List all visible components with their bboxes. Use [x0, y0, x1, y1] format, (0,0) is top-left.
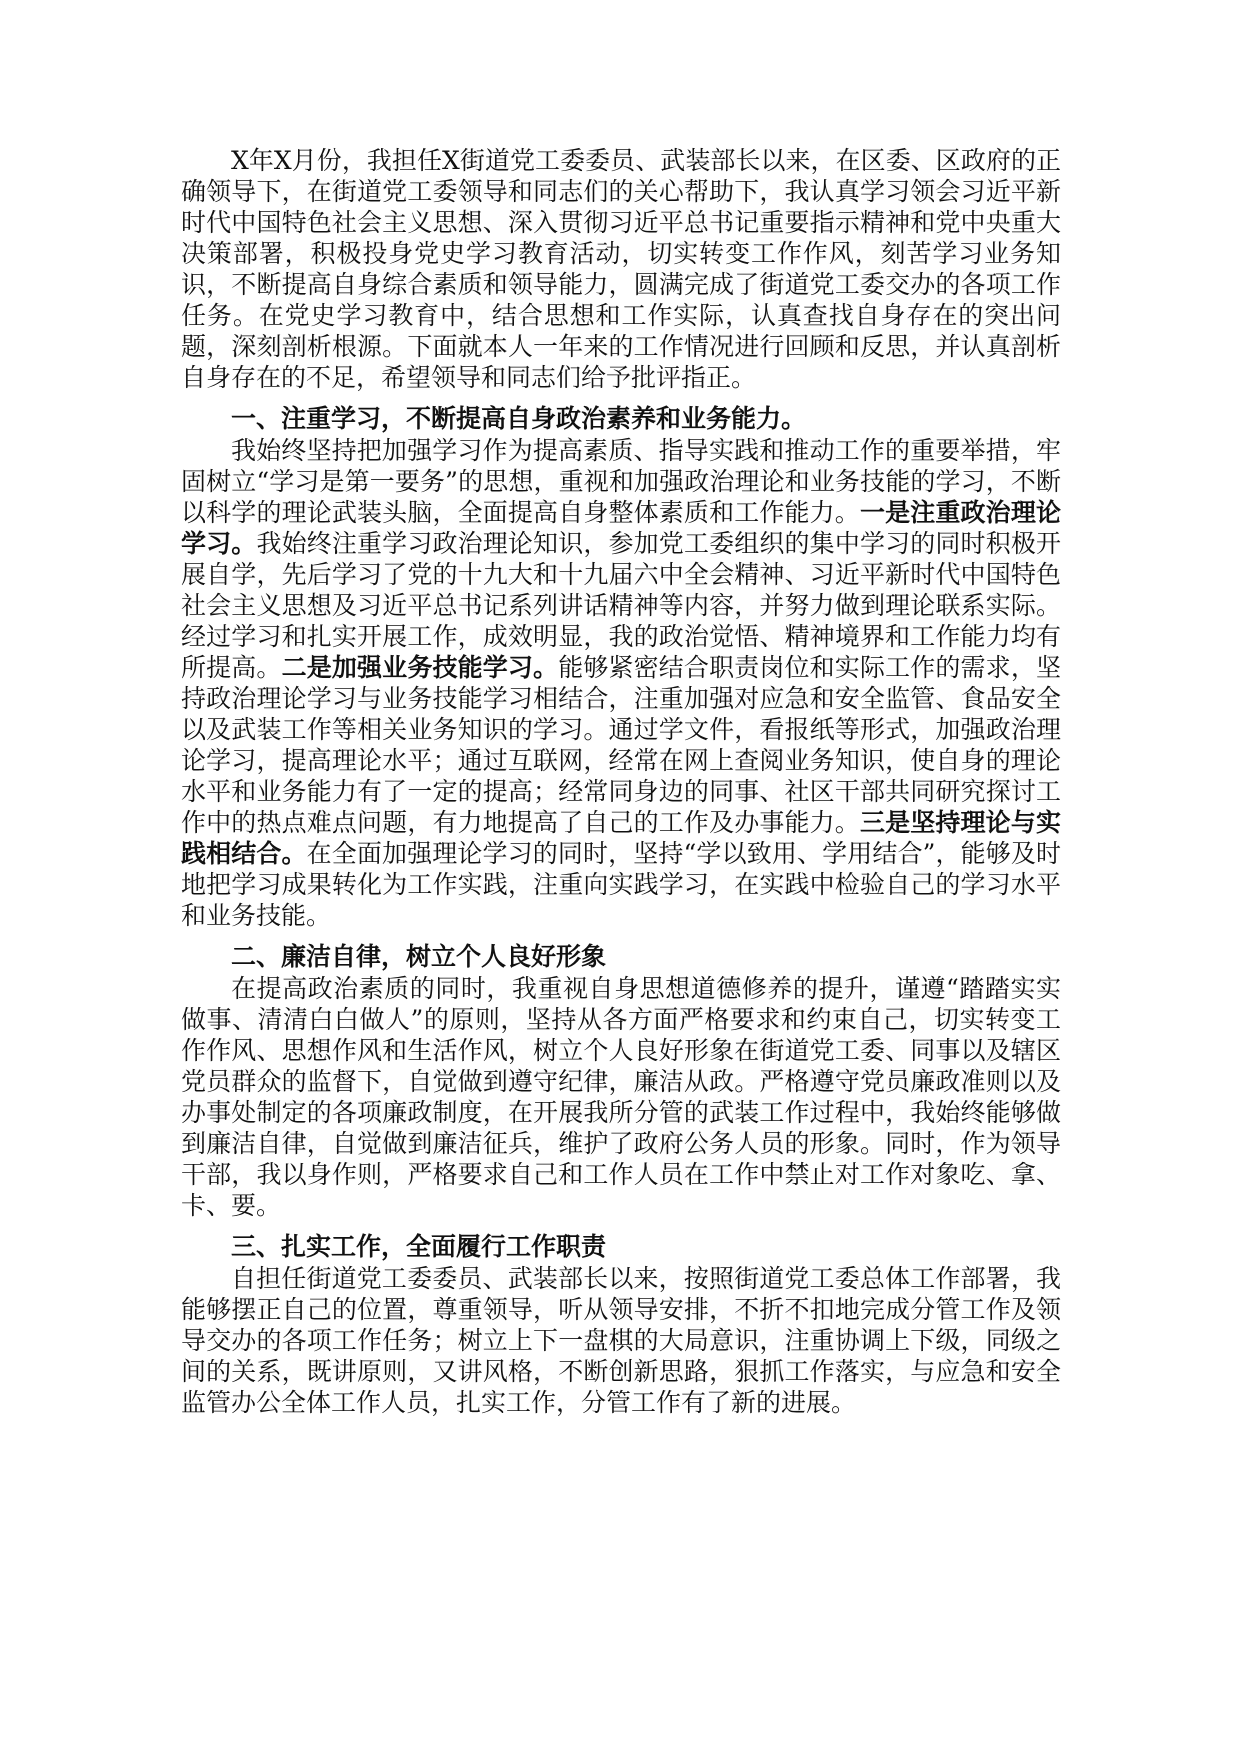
bold-subheading: 三是坚持理论与实践相结合。 [181, 808, 1061, 868]
document-page [181, 145, 1061, 1418]
paragraph [181, 145, 1061, 393]
paragraph-text: 在提高政治素质的同时，我重视自身思想道德修养的提升，谨遵“踏踏实实做事、清清白白做人”的原则，坚持从各方面严格要求和约束自己，切实转变工作作风、思想作风和生活作风，树立个人良好形象在街道党工委、同事以及辖区党员群众的监督下，自觉做到遵守纪律，廉洁从政。严格遵守党员廉政准则以及办事处制定的各项廉政制度，在开展我所分管的武装工作过程中，我始终能够做到廉洁自律，自觉做到廉洁征兵，维护了政府公务人员的形象。同时，作为领导干部，我以身作则，严格要求自己和工作人员在工作中禁止对工作对象吃、拿、卡、要。 [181, 974, 1061, 1220]
paragraph [181, 1263, 1061, 1418]
paragraph-text: 我始终注重学习政治理论知识，参加党工委组织的集中学习的同时积极开展自学，先后学习了党的十九大和十九届六中全会精神、习近平新时代中国特色社会主义思想及习近平总书记系列讲话精神等内容，并努力做到理论联系实际。经过学习和扎实开展工作，成效明显，我的政治觉悟、精神境界和工作能力均有所提高。 [181, 529, 1061, 682]
paragraph-text: 能够紧密结合职责岗位和实际工作的需求，坚持政治理论学习与业务技能学习相结合，注重加强对应急和安全监管、食品安全以及武装工作等相关业务知识的学习。通过学文件，看报纸等形式，加强政治理论学习，提高理论水平；通过互联网，经常在网上查阅业务知识，使自身的理论水平和业务能力有了一定的提高；经常同身边的同事、社区干部共同研究探讨工作中的热点难点问题，有力地提高了自己的工作及办事能力。 [181, 653, 1061, 837]
section-heading: 二、廉洁自律，树立个人良好形象 [231, 942, 607, 971]
bold-subheading: 一是注重政治理论学习。 [181, 498, 1061, 558]
paragraph-text: 在全面加强理论学习的同时，坚持“学以致用、学用结合”，能够及时地把学习成果转化为工作实践，注重向实践学习，在实践中检验自己的学习水平和业务技能。 [181, 839, 1061, 930]
paragraph-text: 我始终坚持把加强学习作为提高素质、指导实践和推动工作的重要举措，牢固树立“学习是第一要务”的思想，重视和加强政治理论和业务技能的学习，不断以科学的理论武装头脑，全面提高自身整体素质和工作能力。 [181, 436, 1061, 527]
paragraph-text: X年X月份，我担任X街道党工委委员、武装部长以来，在区委、区政府的正确领导下，在街道党工委领导和同志们的关心帮助下，我认真学习领会习近平新时代中国特色社会主义思想、深入贯彻习近平总书记重要指示精神和党中央重大决策部署，积极投身党史学习教育活动，切实转变工作作风，刻苦学习业务知识，不断提高自身综合素质和领导能力，圆满完成了街道党工委交办的各项工作任务。在党史学习教育中，结合思想和工作实际，认真查找自身存在的突出问题，深刻剖析根源。下面就本人一年来的工作情况进行回顾和反思，并认真剖析自身存在的不足，希望领导和同志们给予批评指正。 [181, 146, 1061, 392]
bold-subheading: 二是加强业务技能学习。 [281, 653, 559, 682]
paragraph [181, 435, 1061, 931]
paragraph [181, 973, 1061, 1221]
section-heading: 一、注重学习，不断提高自身政治素养和业务能力。 [231, 404, 807, 433]
section-heading: 三、扎实工作，全面履行工作职责 [231, 1232, 607, 1261]
paragraph-text: 自担任街道党工委委员、武装部长以来，按照街道党工委总体工作部署，我能够摆正自己的位置，尊重领导，听从领导安排，不折不扣地完成分管工作及领导交办的各项工作任务；树立上下一盘棋的大局意识，注重协调上下级，同级之间的关系，既讲原则，又讲风格，不断创新思路，狠抓工作落实，与应急和安全监管办公全体工作人员，扎实工作，分管工作有了新的进展。 [181, 1264, 1061, 1417]
